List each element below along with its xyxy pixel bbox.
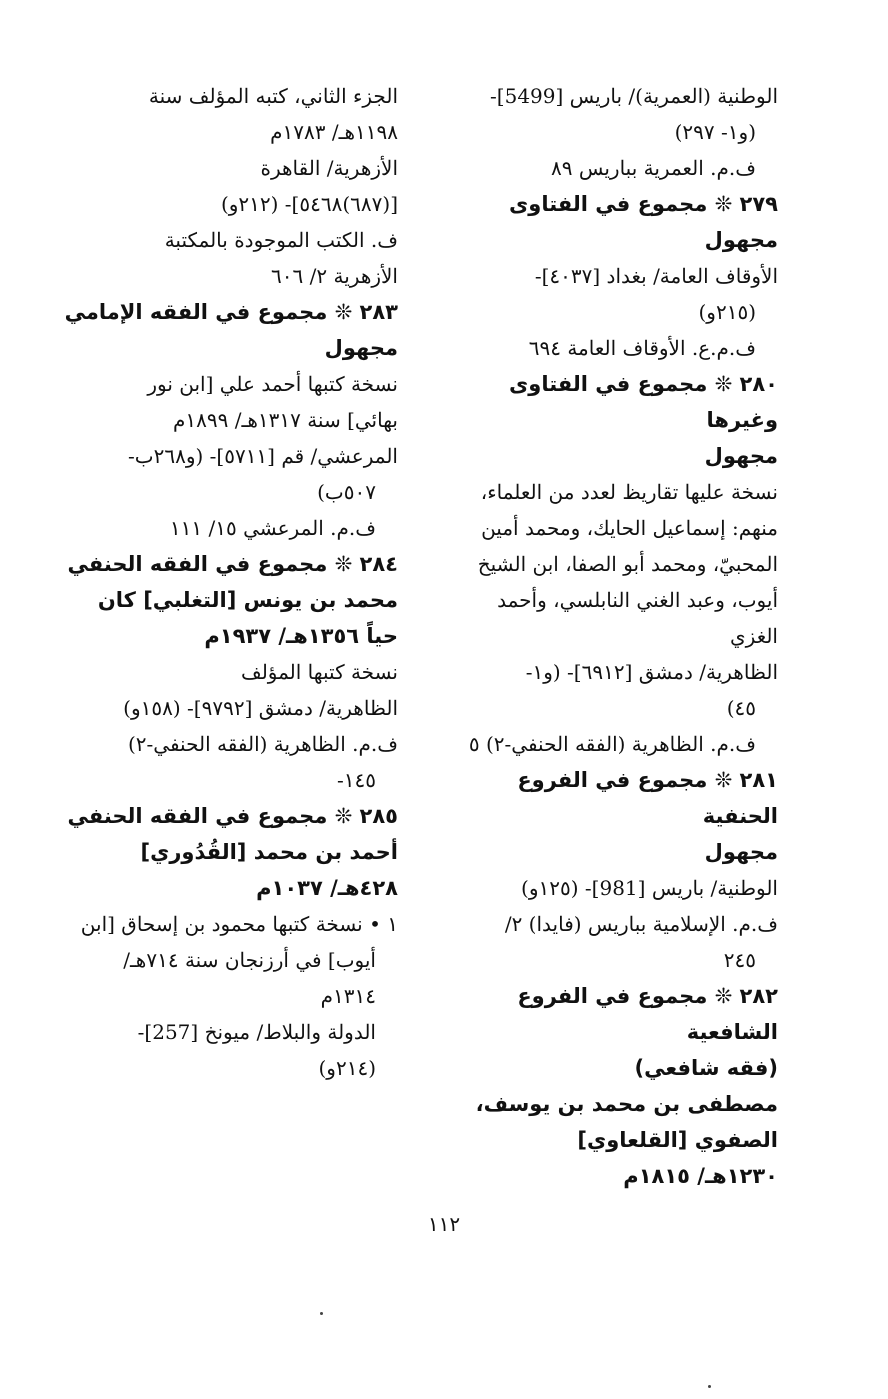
scan-dot [320,1312,323,1315]
entry-author: حياً ١٣٥٦هـ/ ١٩٣٧م [204,624,398,648]
entry-line: (و١- ٢٩٧) [674,120,756,144]
right-column [438,78,778,1194]
entry-author: مجهول [704,444,778,468]
entry-line: ٥٠٧ب) [317,480,376,504]
entry-heading: (فقه شافعي) [634,1056,778,1080]
entry-heading: ٢٨٠ ❊ مجموع في الفتاوى وغيرها [509,372,778,432]
entry-line: ف. الكتب الموجودة بالمكتبة [164,228,398,252]
entry-line: الأوقاف العامة/ بغداد [٤٠٣٧]- [534,264,778,288]
entry-line: ف.م. الإسلامية بباريس (فايدا) ٢/ [504,912,778,936]
entry-line: الأزهرية ٢/ ٦٠٦ [271,264,398,288]
entry-line: الدولة والبلاط/ ميونخ [257]- [137,1020,376,1044]
entry-line: نسخة عليها تقاريظ لعدد من العلماء، [480,480,778,504]
entry-line: ف.م. الظاهرية (الفقه الحنفي-٢) [127,732,398,756]
entry-heading: ٢٧٩ ❊ مجموع في الفتاوى [509,192,778,216]
entry-line: (٢١٤و) [318,1056,376,1080]
entry-author: مصطفى بن محمد بن يوسف، [475,1092,778,1116]
entry-line: ١ • نسخة كتبها محمود بن إسحاق [ابن [80,912,398,936]
entry-line: ١٤٥- [337,768,376,792]
entry-author: ٤٢٨هـ/ ١٠٣٧م [256,876,398,900]
entry-heading: ٢٨٤ ❊ مجموع في الفقه الحنفي [67,552,398,576]
entry-line: (٢١٥و) [698,300,756,324]
entry-author: مجهول [704,228,778,252]
entry-author: ١٢٣٠هـ/ ١٨١٥م [623,1164,778,1188]
entry-line: المرعشي/ قم [٥٧١١]- (و٢٦٨ب- [127,444,398,468]
entry-line: أيوب، وعبد الغني النابلسي، وأحمد [497,588,778,612]
entry-line: الظاهرية/ دمشق [٩٧٩٢]- (١٥٨و) [123,696,398,720]
left-column [58,78,398,1086]
entry-line: ف.م. الظاهرية (الفقه الحنفي-٢) ٥ [468,732,756,756]
entry-line: ف.م. العمرية بباريس ٨٩ [551,156,756,180]
entry-line: ٤٥) [726,696,756,720]
entry-line: الوطنية/ باريس [981]- (١٢٥و) [521,876,778,900]
entry-line: ف.م. المرعشي ١٥/ ١١١ [169,516,376,540]
entry-line: الغزي [730,624,778,648]
entry-line: الظاهرية/ دمشق [٦٩١٢]- (و١- [525,660,778,684]
entry-line: الأزهرية/ القاهرة [260,156,398,180]
entry-line: ١٣١٤م [320,984,376,1008]
entry-author: الصفوي [القلعاوي] [577,1128,778,1152]
entry-line: ٢٤٥ [723,948,756,972]
entry-heading: ٢٨٢ ❊ مجموع في الفروع الشافعية [517,984,778,1044]
entry-line: نسخة كتبها المؤلف [240,660,398,684]
entry-heading: ٢٨١ ❊ مجموع في الفروع الحنفية [517,768,778,828]
entry-author: مجهول [324,336,398,360]
page-number: ١١٢ [427,1212,461,1236]
entry-line: ف.م.ع. الأوقاف العامة ٦٩٤ [528,336,756,360]
entry-line: بهائي] سنة ١٣١٧هـ/ ١٨٩٩م [173,408,398,432]
entry-line: [(٦٨٧)٥٤٦٨]- (٢١٢و) [220,192,398,216]
entry-line: ١١٩٨هـ/ ١٧٨٣م [270,120,398,144]
entry-line: الوطنية (العمرية)/ باريس [5499]- [490,84,778,108]
entry-heading: ٢٨٣ ❊ مجموع في الفقه الإمامي [64,300,398,324]
entry-author: مجهول [704,840,778,864]
entry-line: المحبيّ، ومحمد أبو الصفا، ابن الشيخ [477,552,778,576]
scan-dot [708,1385,711,1388]
entry-heading: ٢٨٥ ❊ مجموع في الفقه الحنفي [67,804,398,828]
entry-line: نسخة كتبها أحمد علي [ابن نور [147,372,398,396]
entry-author: أحمد بن محمد [القُدُوري] [140,840,398,864]
entry-line: منهم: إسماعيل الحايك، ومحمد أمين [481,516,778,540]
entry-author: محمد بن يونس [التغلبي] كان [97,588,398,612]
entry-line: أيوب] في أرزنجان سنة ٧١٤هـ/ [123,948,376,972]
entry-line: الجزء الثاني، كتبه المؤلف سنة [148,84,398,108]
